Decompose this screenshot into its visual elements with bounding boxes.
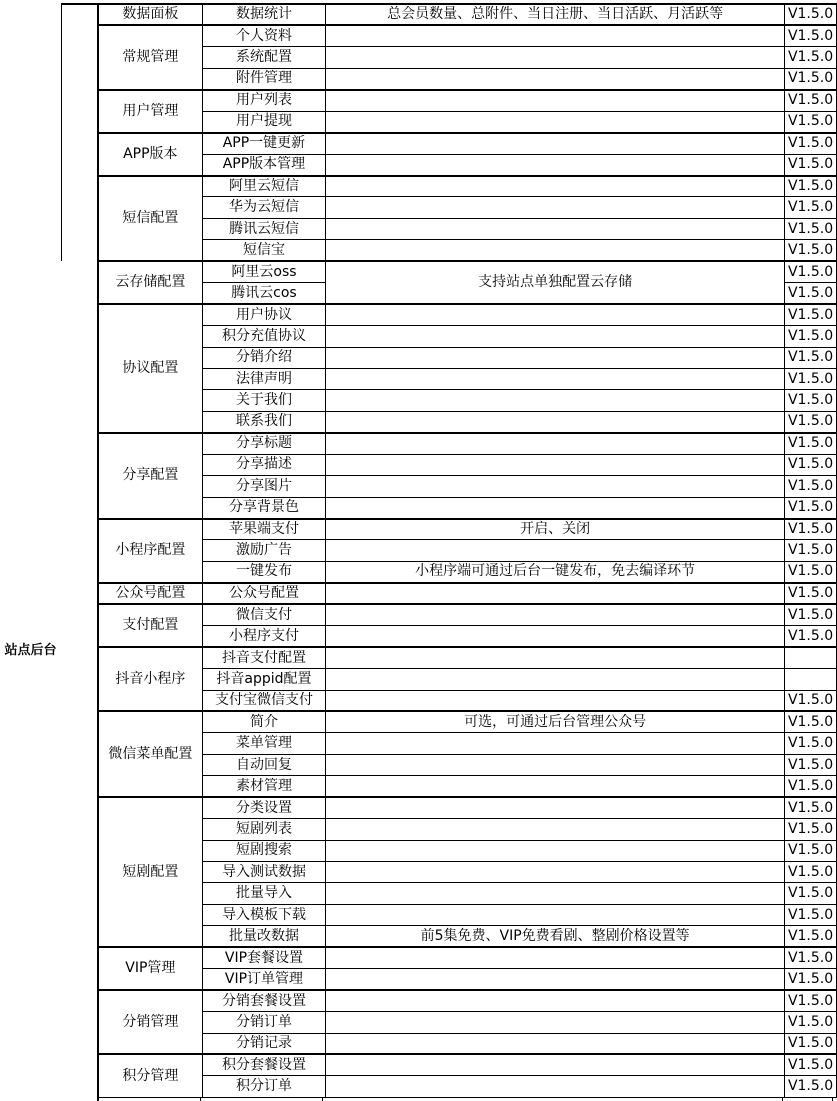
- description-cell: [326, 669, 785, 690]
- version-cell: V1.5.0: [785, 390, 837, 411]
- table-row: [98, 197, 837, 218]
- feature-cell: 用户列表: [202, 90, 326, 111]
- feature-group: [98, 990, 837, 1054]
- description-cell: [326, 433, 785, 454]
- version-cell: V1.5.0: [785, 497, 837, 518]
- feature-cell: 积分套餐设置: [202, 1054, 326, 1075]
- description-cell: [326, 947, 785, 968]
- description-cell: [326, 776, 785, 797]
- version-cell: V1.5.0: [785, 1012, 837, 1033]
- version-cell: V1.5.0: [785, 25, 837, 46]
- feature-cell: VIP订单管理: [202, 969, 326, 990]
- description-cell: [326, 1054, 785, 1075]
- category-cell: 用户管理: [98, 90, 202, 133]
- description-cell: [326, 626, 785, 647]
- version-cell: V1.5.0: [785, 433, 837, 454]
- feature-cell: 短剧列表: [202, 819, 326, 840]
- description-cell: [326, 583, 785, 604]
- description-cell: [326, 454, 785, 475]
- description-cell: [326, 733, 785, 754]
- feature-group: [98, 711, 837, 797]
- version-cell: V1.5.0: [785, 904, 837, 925]
- version-cell: V1.5.0: [785, 604, 837, 625]
- feature-group: [98, 4, 837, 25]
- category-cell: 分销管理: [98, 990, 202, 1054]
- table-row: [98, 261, 837, 282]
- version-cell: V1.5.0: [785, 304, 837, 325]
- version-cell: V1.5.0: [785, 68, 837, 89]
- table-row: [98, 304, 837, 325]
- table-row: [98, 819, 837, 840]
- description-cell: [326, 111, 785, 132]
- feature-group: [98, 176, 837, 262]
- feature-cell: 简介: [202, 711, 326, 732]
- feature-cell: 分享描述: [202, 454, 326, 475]
- version-cell: V1.5.0: [785, 1033, 837, 1054]
- table-row: [98, 1076, 837, 1097]
- table-row: [98, 497, 837, 518]
- feature-cell: 腾讯云短信: [202, 218, 326, 239]
- feature-cell: 阿里云短信: [202, 176, 326, 197]
- version-cell: V1.5.0: [785, 754, 837, 775]
- description-cell: 可选，可通过后台管理公众号: [326, 711, 785, 732]
- description-cell: [326, 540, 785, 561]
- table-row: [98, 68, 837, 89]
- feature-cell: 分享标题: [202, 433, 326, 454]
- version-cell: V1.5.0: [785, 690, 837, 711]
- version-cell: V1.5.0: [785, 862, 837, 883]
- left-column-gridline: [61, 3, 62, 261]
- feature-group: [98, 519, 837, 583]
- table-row: [98, 711, 837, 732]
- feature-cell: 分享图片: [202, 476, 326, 497]
- table-row: [98, 133, 837, 154]
- version-cell: V1.5.0: [785, 1076, 837, 1097]
- description-cell: [326, 326, 785, 347]
- feature-cell: 自动回复: [202, 754, 326, 775]
- description-cell: [326, 411, 785, 432]
- description-cell: [326, 240, 785, 261]
- feature-cell: 激励广告: [202, 540, 326, 561]
- feature-cell: 积分订单: [202, 1076, 326, 1097]
- left-column-top-border: [61, 3, 98, 5]
- table-row: [98, 4, 837, 25]
- table-row: [98, 754, 837, 775]
- description-cell: [326, 368, 785, 389]
- category-cell: 数据面板: [98, 4, 202, 25]
- description-cell: [326, 176, 785, 197]
- feature-cell: 分享背景色: [202, 497, 326, 518]
- table-row: [98, 411, 837, 432]
- description-cell: [326, 390, 785, 411]
- category-cell: 积分管理: [98, 1054, 202, 1097]
- version-cell: V1.5.0: [785, 261, 837, 282]
- table-row: [98, 626, 837, 647]
- version-cell: V1.5.0: [785, 540, 837, 561]
- feature-group: [98, 304, 837, 433]
- feature-table: [97, 3, 837, 1098]
- table-row: [98, 433, 837, 454]
- feature-cell: 导入测试数据: [202, 862, 326, 883]
- table-row: [98, 25, 837, 46]
- table-row: [98, 969, 837, 990]
- version-cell: V1.5.0: [785, 368, 837, 389]
- feature-cell: 批量改数据: [202, 926, 326, 947]
- feature-cell: 法律声明: [202, 368, 326, 389]
- category-cell: 分享配置: [98, 433, 202, 519]
- feature-cell: 短剧搜索: [202, 840, 326, 861]
- category-cell: 短剧配置: [98, 797, 202, 947]
- table-row: [98, 368, 837, 389]
- table-row: [98, 154, 837, 175]
- description-cell: [326, 690, 785, 711]
- version-cell: V1.5.0: [785, 883, 837, 904]
- description-cell: [326, 647, 785, 668]
- version-cell: V1.5.0: [785, 4, 837, 25]
- description-cell: [326, 1012, 785, 1033]
- description-cell: [326, 218, 785, 239]
- table-row: [98, 583, 837, 604]
- feature-cell: 导入模板下载: [202, 904, 326, 925]
- table-row: [98, 111, 837, 132]
- version-cell: V1.5.0: [785, 411, 837, 432]
- table-row: [98, 1033, 837, 1054]
- description-cell: [326, 1076, 785, 1097]
- feature-group: [98, 133, 837, 176]
- feature-group: [98, 583, 837, 604]
- root-label: 站点后台: [4, 643, 57, 658]
- table-row: [98, 862, 837, 883]
- description-cell: [326, 1033, 785, 1054]
- description-cell: [326, 754, 785, 775]
- description-cell: [326, 904, 785, 925]
- category-cell: 云存储配置: [98, 261, 202, 304]
- table-row: [98, 390, 837, 411]
- version-cell: V1.5.0: [785, 947, 837, 968]
- feature-cell: 抖音appid配置: [202, 669, 326, 690]
- feature-cell: 小程序支付: [202, 626, 326, 647]
- feature-cell: 分销订单: [202, 1012, 326, 1033]
- description-cell: [326, 347, 785, 368]
- description-cell: [326, 604, 785, 625]
- description-cell: [326, 68, 785, 89]
- feature-cell: 支付宝微信支付: [202, 690, 326, 711]
- version-cell: V1.5.0: [785, 519, 837, 540]
- table-gridline-stub: [97, 1097, 99, 1101]
- feature-cell: 个人资料: [202, 25, 326, 46]
- category-cell: 常规管理: [98, 25, 202, 89]
- description-cell: 开启、关闭: [326, 519, 785, 540]
- feature-group: [98, 433, 837, 519]
- version-cell: V1.5.0: [785, 133, 837, 154]
- version-cell: [785, 647, 837, 668]
- feature-group: [98, 25, 837, 89]
- category-cell: 抖音小程序: [98, 647, 202, 711]
- version-cell: V1.5.0: [785, 990, 837, 1011]
- version-cell: V1.5.0: [785, 1054, 837, 1075]
- description-cell: [326, 840, 785, 861]
- feature-group: [98, 797, 837, 947]
- version-cell: V1.5.0: [785, 926, 837, 947]
- version-cell: V1.5.0: [785, 583, 837, 604]
- feature-group: [98, 947, 837, 990]
- feature-cell: 分销记录: [202, 1033, 326, 1054]
- category-cell: 小程序配置: [98, 519, 202, 583]
- version-cell: V1.5.0: [785, 283, 837, 304]
- feature-cell: 菜单管理: [202, 733, 326, 754]
- description-cell: 前5集免费、VIP免费看剧、整剧价格设置等: [326, 926, 785, 947]
- version-cell: V1.5.0: [785, 840, 837, 861]
- table-row: [98, 604, 837, 625]
- version-cell: V1.5.0: [785, 969, 837, 990]
- feature-cell: 腾讯云cos: [202, 283, 326, 304]
- table-row: [98, 347, 837, 368]
- description-cell: [326, 883, 785, 904]
- table-gridline-stub: [782, 1097, 783, 1101]
- table-row: [98, 947, 837, 968]
- table-row: [98, 690, 837, 711]
- version-cell: V1.5.0: [785, 476, 837, 497]
- version-cell: V1.5.0: [785, 797, 837, 818]
- table-row: [98, 218, 837, 239]
- feature-cell: 苹果端支付: [202, 519, 326, 540]
- version-cell: V1.5.0: [785, 711, 837, 732]
- feature-cell: 短信宝: [202, 240, 326, 261]
- feature-cell: 附件管理: [202, 68, 326, 89]
- feature-group: [98, 647, 837, 711]
- feature-cell: 公众号配置: [202, 583, 326, 604]
- table-row: [98, 669, 837, 690]
- table-row: [98, 240, 837, 261]
- feature-cell: APP一键更新: [202, 133, 326, 154]
- feature-cell: 分类设置: [202, 797, 326, 818]
- feature-cell: APP版本管理: [202, 154, 326, 175]
- table-row: [98, 476, 837, 497]
- description-cell: 总会员数量、总附件、当日注册、当日活跃、月活跃等: [326, 4, 785, 25]
- version-cell: V1.5.0: [785, 154, 837, 175]
- version-cell: V1.5.0: [785, 733, 837, 754]
- version-cell: V1.5.0: [785, 326, 837, 347]
- table-row: [98, 990, 837, 1011]
- description-cell: [326, 797, 785, 818]
- version-cell: V1.5.0: [785, 218, 837, 239]
- category-cell: 短信配置: [98, 176, 202, 262]
- feature-group: [98, 604, 837, 647]
- feature-group: [98, 90, 837, 133]
- description-cell: [326, 819, 785, 840]
- table-row: [98, 883, 837, 904]
- description-cell: [326, 47, 785, 68]
- description-cell: [326, 862, 785, 883]
- table-row: [98, 776, 837, 797]
- description-cell: [326, 497, 785, 518]
- table-row: [98, 733, 837, 754]
- table-row: [98, 926, 837, 947]
- feature-cell: 一键发布: [202, 561, 326, 582]
- table-row: [98, 840, 837, 861]
- version-cell: V1.5.0: [785, 176, 837, 197]
- version-cell: V1.5.0: [785, 240, 837, 261]
- feature-cell: 分销套餐设置: [202, 990, 326, 1011]
- category-cell: 微信菜单配置: [98, 711, 202, 797]
- table-gridline-stub: [200, 1097, 201, 1101]
- description-cell: [326, 969, 785, 990]
- version-cell: V1.5.0: [785, 90, 837, 111]
- table-row: [98, 904, 837, 925]
- feature-cell: 用户协议: [202, 304, 326, 325]
- version-cell: V1.5.0: [785, 776, 837, 797]
- description-cell: [326, 990, 785, 1011]
- feature-cell: 用户提现: [202, 111, 326, 132]
- feature-cell: 系统配置: [202, 47, 326, 68]
- feature-cell: VIP套餐设置: [202, 947, 326, 968]
- category-cell: 公众号配置: [98, 583, 202, 604]
- table-gridline-stub: [322, 1097, 323, 1101]
- feature-cell: 批量导入: [202, 883, 326, 904]
- description-cell: [326, 154, 785, 175]
- feature-group: [98, 261, 837, 304]
- table-row: [98, 90, 837, 111]
- table-row: [98, 519, 837, 540]
- feature-cell: 分销介绍: [202, 347, 326, 368]
- description-cell: [326, 476, 785, 497]
- feature-cell: 华为云短信: [202, 197, 326, 218]
- feature-cell: 关于我们: [202, 390, 326, 411]
- feature-cell: 数据统计: [202, 4, 326, 25]
- version-cell: V1.5.0: [785, 347, 837, 368]
- version-cell: V1.5.0: [785, 626, 837, 647]
- category-cell: VIP管理: [98, 947, 202, 990]
- version-cell: V1.5.0: [785, 561, 837, 582]
- description-cell: [326, 25, 785, 46]
- feature-cell: 阿里云oss: [202, 261, 326, 282]
- version-cell: V1.5.0: [785, 454, 837, 475]
- feature-cell: 积分充值协议: [202, 326, 326, 347]
- table-row: [98, 561, 837, 582]
- description-cell: [326, 197, 785, 218]
- table-row: [98, 1012, 837, 1033]
- feature-cell: 素材管理: [202, 776, 326, 797]
- version-cell: V1.5.0: [785, 47, 837, 68]
- table-gridline-stub: [832, 1097, 833, 1101]
- feature-cell: 抖音支付配置: [202, 647, 326, 668]
- table-row: [98, 647, 837, 668]
- table-row: [98, 454, 837, 475]
- category-cell: APP版本: [98, 133, 202, 176]
- category-cell: 支付配置: [98, 604, 202, 647]
- description-cell: 小程序端可通过后台一键发布，免去编译环节: [326, 561, 785, 582]
- feature-cell: 微信支付: [202, 604, 326, 625]
- feature-group: [98, 1054, 837, 1097]
- category-cell: 协议配置: [98, 304, 202, 433]
- table-row: [98, 1054, 837, 1075]
- table-row: [98, 176, 837, 197]
- table-row: [98, 326, 837, 347]
- table-row: [98, 47, 837, 68]
- version-cell: V1.5.0: [785, 819, 837, 840]
- version-cell: [785, 669, 837, 690]
- description-cell: [326, 90, 785, 111]
- description-cell: [326, 133, 785, 154]
- description-cell: 支持站点单独配置云存储: [326, 261, 785, 304]
- version-cell: V1.5.0: [785, 197, 837, 218]
- version-cell: V1.5.0: [785, 111, 837, 132]
- table-row: [98, 540, 837, 561]
- table-row: [98, 797, 837, 818]
- description-cell: [326, 304, 785, 325]
- feature-cell: 联系我们: [202, 411, 326, 432]
